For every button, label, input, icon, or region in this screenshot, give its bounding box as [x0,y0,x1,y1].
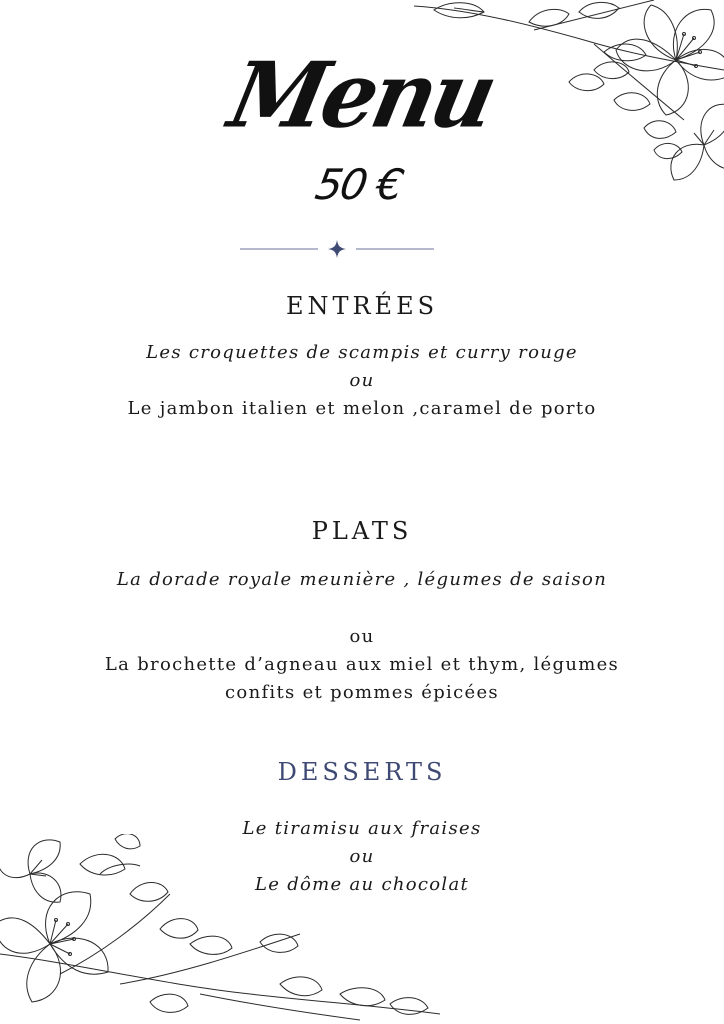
entree-option-1: Les croquettes de scampis et curry rouge [146,342,578,363]
section-heading-desserts: DESSERTS [277,758,447,786]
plat-option-2-line-1: La brochette d’agneau aux miel et thym, légumes [104,654,620,675]
entree-separator: ou [349,370,375,391]
plat-option-1: La dorade royale meunière , légumes de saison [116,569,608,590]
dessert-option-1: Le tiramisu aux fraises [242,818,482,839]
section-heading-entrees: ENTRÉES [285,292,439,320]
menu-title [220,42,503,165]
title-divider [240,238,434,260]
plat-option-2-line-2: confits et pommes épicées [225,682,499,703]
menu-title-text: Menu [220,42,503,149]
entree-option-2: Le jambon italien et melon ,caramel de porto [127,398,597,419]
menu-price: 50 € [311,160,406,209]
section-heading-plats: PLATS [311,517,413,545]
plat-separator: ou [349,626,375,647]
dessert-separator: ou [349,846,375,867]
dessert-option-2: Le dôme au chocolat [254,874,470,895]
diamond-star-icon [328,240,346,258]
